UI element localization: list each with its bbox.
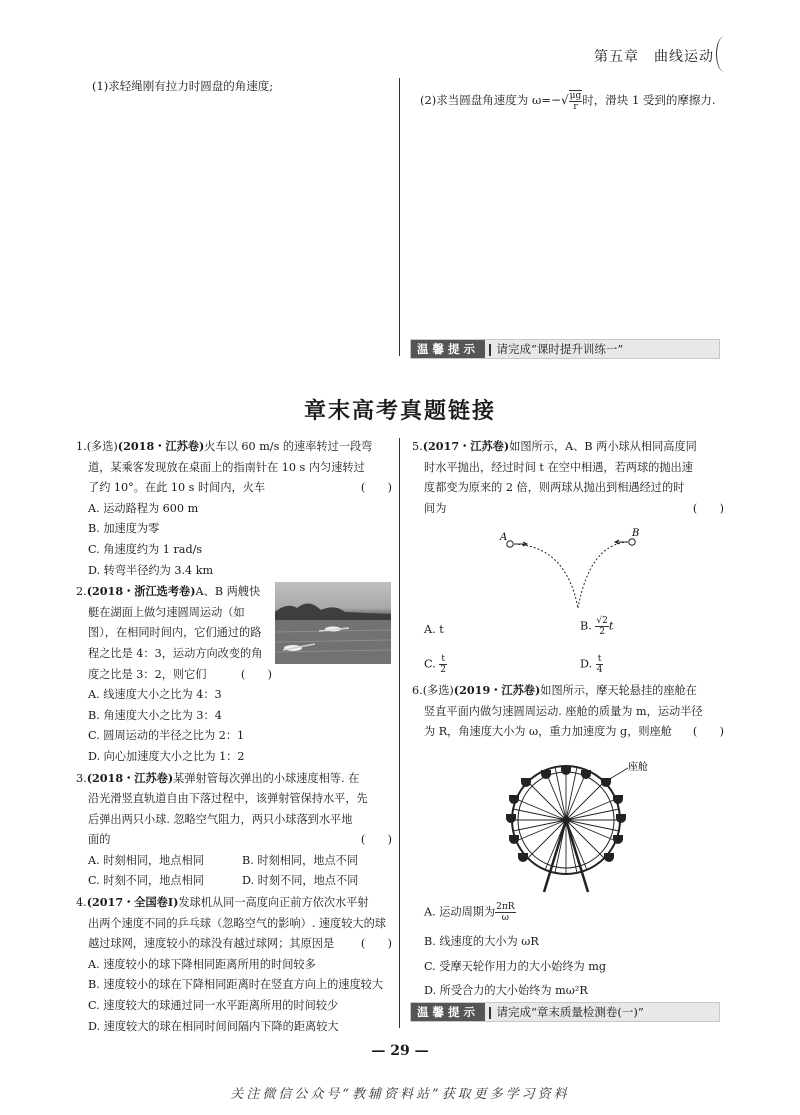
q2-line: 图），在相同时间内，它们通过的路 [88,626,262,640]
q4-line: 越过球网，速度较小的球没有越过球网；其原因是 [88,937,335,951]
q3-option-b: B. 时刻相同，地点不同 [242,853,359,867]
q2-prefix: (2)求当圆盘角速度为 ω= [420,93,551,107]
q1-option-c: C. 角速度约为 1 rad/s [88,542,203,556]
q6-line: 为 R，角速度大小为 ω，重力加速度为 g，则座舱 [424,725,672,739]
q2-option-c: C. 圆周运动的半径之比为 2：1 [88,729,245,743]
q1-source: (2018・江苏卷) [117,439,205,453]
ball-a [507,541,513,547]
q6-a-num: 2πR [496,902,515,912]
q6-option-a-fraction [495,902,515,923]
q1-line: 了约 10°。在此 10 s 时间内，火车 [88,481,266,495]
chapter-title: 第五章 曲线运动 [594,49,714,65]
q6-option-d: D. 所受合力的大小始终为 mω²R [424,984,588,998]
ferris-wheel-figure [488,760,668,896]
q3-answer-bracket: ( ) [360,833,392,847]
q2-frac-den: r [573,102,578,112]
question-5 [412,436,724,519]
q5-b-prefix: B. [580,619,592,633]
q6-number: 6. [412,684,423,697]
column-divider-top [399,78,400,356]
q1-answer-bracket: ( ) [360,481,392,495]
q2-line: 艇在湖面上做匀速圆周运动（如 [88,605,245,619]
tip-bar-bottom [410,1002,720,1022]
q4-option-a: A. 速度较小的球下降相同距离所用的时间较多 [88,957,316,971]
q5-option-c [424,654,447,675]
tip-label: 温馨提示 [411,340,485,358]
tip-text: 请完成“章末质量检测卷(一)” [496,1005,644,1019]
left-column [76,436,392,1037]
q5-b-num: √2 [596,616,608,626]
q1-number: 1. [76,440,87,453]
q5-option-d [580,654,603,675]
question-4 [76,892,392,1037]
q2-answer-bracket: ( ) [240,667,272,681]
q5-b-suffix: t [608,619,614,633]
q6-line: 如图所示，摩天轮悬挂的座舱在 [540,684,697,697]
question-1 [76,436,392,581]
lake-speedboat-photo [275,582,391,664]
q5-d-den: 4 [596,665,603,675]
column-divider-main [399,438,400,1028]
cabin-label: 座舱 [628,762,648,773]
section-title: 章末高考真题链接 [303,399,496,424]
q4-source: (2017・全国卷Ⅰ) [86,895,179,910]
q4-line: 出两个速度不同的乒乓球（忽略空气的影响）. 速度较大的球 [88,916,386,930]
q3-line: 沿光滑竖直轨道自由下落过程中，该弹射管保持水平，先 [88,792,368,806]
q4-line: 发球机从同一高度向正前方依次水平射 [178,896,369,910]
q6-option-c: C. 受摩天轮作用力的大小始终为 mg [424,959,607,973]
tip-text: 请完成“课时提升训练一” [496,342,624,356]
tip-separator [489,344,491,356]
q2-frac-num: μg [569,91,582,101]
q4-option-c: C. 速度较大的球通过同一水平距离所用的时间较少 [88,999,339,1013]
q2-option-d: D. 向心加速度大小之比为 1：2 [88,749,245,763]
q6-source: (2019・江苏卷) [453,683,541,697]
q3-line: 后弹出两只小球. 忽略空气阻力，两只小球落到水平地 [88,812,353,826]
q4-option-d: D. 速度较大的球在相同时间间隔内下降的距离较大 [88,1019,339,1033]
q2-option-b: B. 角速度大小之比为 3：4 [88,708,222,722]
q2-source: (2018・浙江选考卷) [86,584,196,599]
q6-options [424,902,724,1002]
q3-line: 面的 [88,833,111,847]
q2-line: 度之比是 3：2，则它们 [88,667,207,681]
q6-tag: (多选) [422,684,454,697]
q6-answer-bracket: ( ) [692,725,724,739]
projectile-figure [496,524,646,614]
tip-label: 温馨提示 [411,1003,485,1021]
q1-tag: (多选) [86,440,118,453]
q5-line: 时水平抛出，经过时间 t 在空中相遇，若两球的抛出速 [424,460,693,474]
q4-answer-bracket: ( ) [360,937,392,951]
q3-source: (2018・江苏卷) [86,770,174,785]
q5-options [424,616,724,682]
q5-b-den: 2 [599,627,605,637]
cabin-pointer [608,768,628,780]
q2-option-a: A. 线速度大小之比为 4：3 [88,688,222,702]
q5-d-num: t [596,654,604,665]
trajectory-a [514,544,578,608]
question-6 [412,680,724,743]
q5-line: 度都变为原来的 2 倍，则两球从抛出到相遇经过的时 [424,481,685,495]
q3-option-a: A. 时刻相同，地点相同 [88,853,204,867]
q1-option-b: B. 加速度为零 [88,522,160,536]
q2-line: 程之比是 4：3，运动方向改变的角 [88,646,263,660]
q6-option-b: B. 线速度的大小为 ωR [424,935,539,948]
question-2-options [76,685,392,767]
q6-a-den: ω [501,913,510,923]
q6-line: 竖直平面内做匀速圆周运动. 座舱的质量为 m，运动半径 [424,704,703,718]
q5-line: 间为 [424,501,447,515]
q3-line: 某弹射管每次弹出的小球速度相等. 在 [173,771,360,785]
tip-bar-top [410,339,720,359]
q5-c-prefix: C. [424,657,436,671]
ball-b-label: B [632,528,640,539]
tip-separator [489,1007,491,1019]
q2-fraction [569,90,583,112]
question-3 [76,768,392,893]
q3-number: 3. [76,771,87,785]
q2-line: A、B 两艘快 [195,585,261,599]
top-question-1: (1)求轻绳刚有拉力时圆盘的角速度; [92,79,274,93]
ball-a-label: A [500,532,508,543]
q3-option-d: D. 时刻不同，地点不同 [242,874,359,888]
question-2 [76,581,272,685]
q4-option-b: B. 速度较小的球在下降相同距离时在竖直方向上的速度较大 [88,978,384,992]
q5-source: (2017・江苏卷) [422,439,510,453]
q5-answer-bracket: ( ) [692,501,724,515]
q2-number: 2. [76,585,87,599]
right-column [412,436,724,519]
q5-option-a: A. t [424,623,444,636]
q2-suffix: 时，滑块 1 受到的摩擦力. [582,93,716,107]
q3-option-c: C. 时刻不同，地点相同 [88,874,204,888]
q4-number: 4. [76,896,87,910]
q5-option-b [580,616,613,637]
q5-d-prefix: D. [580,657,593,671]
photo-scene [275,582,391,664]
q5-c-num: t [439,654,447,665]
q1-line: 道，某乘客发现放在桌面上的指南针在 10 s 内匀速转过 [88,460,365,474]
q1-option-d: D. 转弯半径约为 3.4 km [88,563,214,577]
page-number: — 29 — [371,1043,429,1059]
ball-b [629,539,635,545]
top-question-2: (2)求当圆盘角速度为 ω=−√ $\frac{\mu g}{r}$ 时，滑块 1 受到的摩擦力. [420,91,716,112]
q1-line: 火车以 60 m/s 的速率转过一段弯 [204,440,373,453]
trajectory-b [578,542,628,608]
q6-option-a-prefix: A. 运动周期为 [424,905,496,919]
q5-c-den: 2 [440,665,447,675]
q1-option-a: A. 运动路程为 600 m [88,501,199,515]
footer-note: 关注微信公众号“教辅资料站”获取更多学习资料 [230,1087,570,1102]
q5-number: 5. [412,440,423,453]
header-decoration [716,36,733,72]
q5-line: 如图所示，A、B 两小球从相同高度同 [509,440,697,453]
